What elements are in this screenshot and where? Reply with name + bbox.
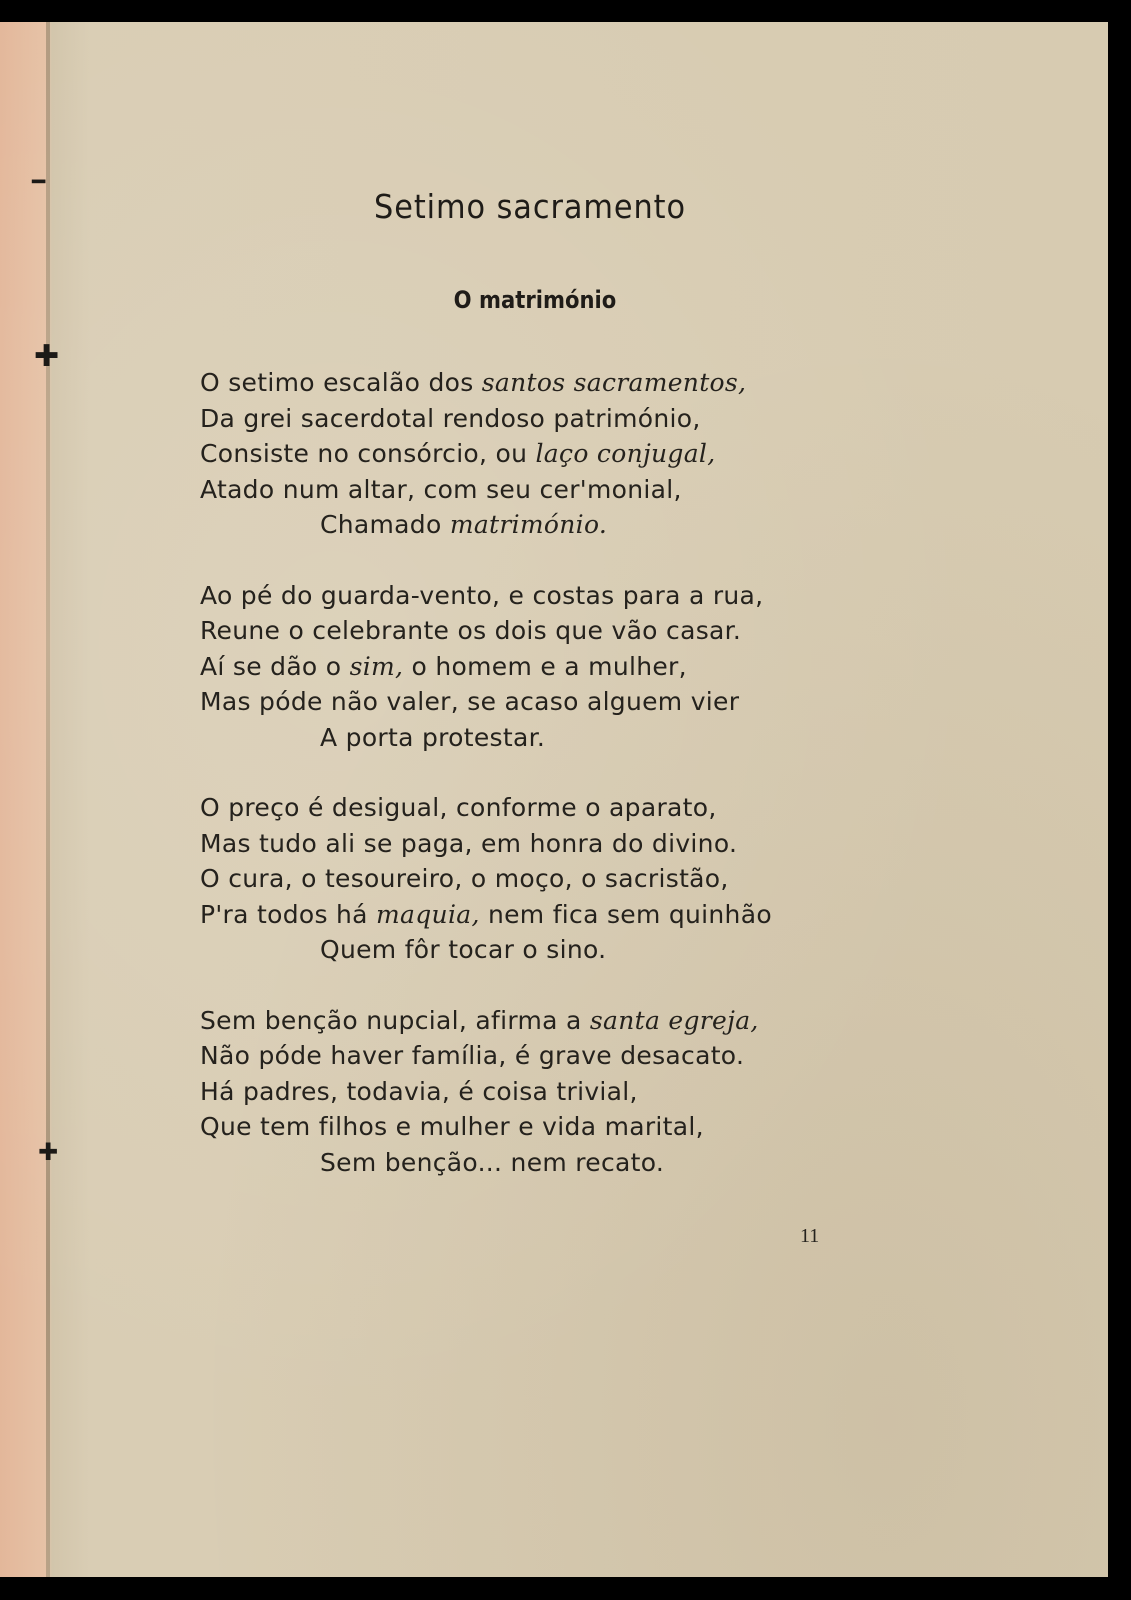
stitch-mark-icon: ━ bbox=[32, 170, 46, 195]
verse-line: P'ra todos há maquia, nem fica sem quinhão bbox=[200, 899, 772, 929]
verse-line-refrain: Sem benção... nem recato. bbox=[320, 1147, 665, 1177]
stitch-cross-icon: ✚ bbox=[38, 1138, 59, 1166]
verse-line: O cura, o tesoureiro, o moço, o sacristão, bbox=[200, 864, 729, 893]
verse-line: Não póde haver família, é grave desacato. bbox=[200, 1041, 745, 1070]
binding-edge bbox=[46, 22, 50, 1577]
verse-line: Atado num altar, com seu cer'monial, bbox=[200, 474, 682, 504]
stanza bbox=[200, 790, 840, 968]
poem bbox=[200, 365, 840, 1215]
verse-line: Reune o celebrante os dois que vão casar. bbox=[200, 616, 742, 645]
verse-line: Mas póde não valer, se acaso alguem vier bbox=[200, 687, 740, 716]
page-subtitle: O matrimónio bbox=[453, 286, 617, 314]
stanza bbox=[200, 365, 840, 543]
stitch-cross-icon: ✚ bbox=[34, 339, 60, 374]
verse-line: Consiste no consórcio, ou laço conjugal, bbox=[200, 439, 716, 468]
stanza bbox=[200, 1003, 840, 1181]
verse-line: Mas tudo ali se paga, em honra do divino. bbox=[200, 828, 738, 858]
verse-line: O preço é desigual, conforme o aparato, bbox=[200, 793, 717, 822]
verse-line-refrain: Quem fôr tocar o sino. bbox=[320, 935, 607, 964]
page-number: 11 bbox=[800, 1225, 820, 1247]
verse-line-refrain: Chamado matrimónio. bbox=[320, 510, 608, 539]
verse-line: Aí se dão o sim, o homem e a mulher, bbox=[200, 651, 687, 681]
verse-line: Sem benção nupcial, afirma a santa egreja, bbox=[200, 1005, 759, 1035]
verse-line-refrain: A porta protestar. bbox=[320, 722, 546, 752]
verse-line: O setimo escalão dos santos sacramentos, bbox=[200, 368, 747, 397]
verse-line: Há padres, todavia, é coisa trivial, bbox=[200, 1076, 638, 1106]
stanza bbox=[200, 578, 840, 756]
book-page bbox=[0, 22, 1108, 1577]
verse-line: Ao pé do guarda-vento, e costas para a rua, bbox=[200, 580, 764, 610]
verse-line: Que tem filhos e mulher e vida marital, bbox=[200, 1112, 704, 1141]
verse-line: Da grei sacerdotal rendoso património, bbox=[200, 403, 701, 433]
page-title: Setimo sacramento bbox=[374, 187, 686, 226]
